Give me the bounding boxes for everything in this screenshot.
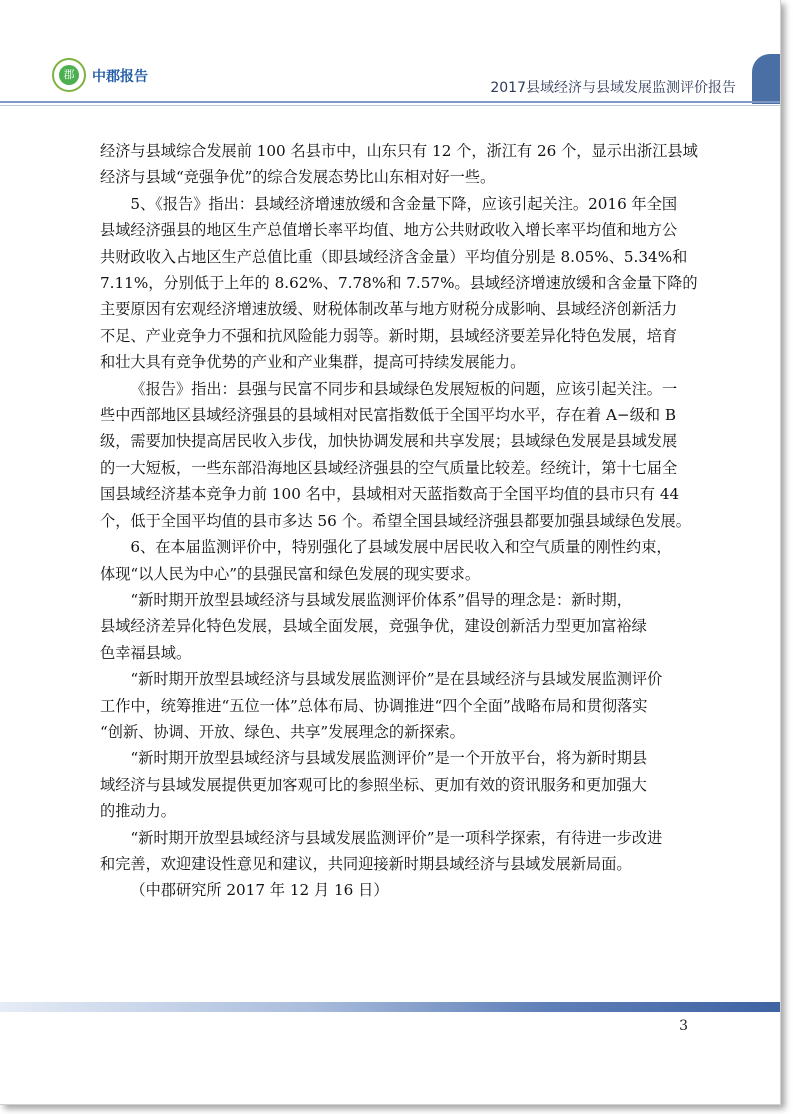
text-line: 《报告》指出：县强与民富不同步和县域绿色发展短板的问题，应该引起关注。一	[130, 379, 678, 398]
text-line: 5、《报告》指出：县域经济增速放缓和含金量下降，应该引起关注。2016 年全国	[130, 194, 678, 213]
text-line: 经济与县域“竞强争优”的综合发展态势比山东相对好一些。	[100, 168, 496, 187]
text-line: “新时期开放型县域经济与县域发展监测评价”是一个开放平台，将为新时期县	[130, 749, 648, 768]
text-line: 不足、产业竞争力不强和抗风险能力弱等。新时期，县域经济要差异化特色发展，培育	[100, 326, 678, 345]
header-divider-thin	[0, 105, 780, 106]
page-number: 3	[679, 1018, 688, 1034]
header-tab-decoration	[752, 54, 780, 104]
text-line: 些中西部地区县域经济强县的县域相对民富指数低于全国平均水平，存在着 A−级和 B	[100, 406, 677, 425]
text-line: 工作中，统筹推进“五位一体”总体布局、协调推进“四个全面”战略布局和贯彻落实	[100, 696, 648, 715]
text-line: “新时期开放型县域经济与县域发展监测评价”是一项科学探索，有待进一步改进	[130, 828, 663, 847]
text-line: “新时期开放型县域经济与县域发展监测评价体系”倡导的理念是：新时期，	[130, 590, 632, 609]
body-text	[100, 138, 700, 904]
paragraph	[100, 666, 700, 745]
text-line: 的推动力。	[100, 802, 176, 821]
text-line: “新时期开放型县域经济与县域发展监测评价”是在县域经济与县域发展监测评价	[130, 670, 663, 689]
text-line: 共财政收入占地区生产总值比重（即县域经济含金量）平均值分别是 8.05%、5.34%和	[100, 247, 688, 266]
paragraph	[100, 877, 700, 903]
text-line: 国县域经济基本竞争力前 100 名中，县域相对天蓝指数高于全国平均值的县市只有 44	[100, 485, 680, 504]
text-line: 6、在本届监测评价中，特别强化了县域发展中居民收入和空气质量的刚性约束，	[130, 538, 672, 557]
text-line: （中郡研究所 2017 年 12 月 16 日）	[130, 881, 389, 900]
text-line: 个，低于全国平均值的县市多达 56 个。希望全国县域经济强县都要加强县域绿色发展。	[100, 511, 691, 530]
logo-mark: 郡	[59, 65, 79, 85]
paragraph	[100, 534, 700, 587]
footer-bar	[0, 1002, 780, 1012]
text-line: 县域经济差异化特色发展，县域全面发展，竞强争优，建设创新活力型更加富裕绿	[100, 617, 647, 636]
paragraph	[100, 745, 700, 824]
text-line: 县域经济强县的地区生产总值增长率平均值、地方公共财政收入增长率平均值和地方公	[100, 221, 678, 240]
paragraph	[100, 825, 700, 878]
text-line: 和壮大具有竞争优势的产业和产业集群，提高可持续发展能力。	[100, 353, 526, 372]
text-line: 经济与县域综合发展前 100 名县市中，山东只有 12 个，浙江有 26 个，显示出浙江县域	[100, 142, 698, 160]
text-line: 级，需要加快提高居民收入步伐，加快协调发展和共享发展；县域绿色发展是县域发展	[100, 432, 678, 451]
header-divider	[0, 101, 780, 103]
paragraph	[100, 138, 700, 191]
logo-icon	[52, 58, 86, 92]
text-line: 色幸福县域。	[100, 643, 192, 662]
text-line: 和完善，欢迎建设性意见和建议，共同迎接新时期县域经济与县域发展新局面。	[100, 854, 632, 873]
paragraph	[100, 587, 700, 666]
text-line: “创新、协调、开放、绿色、共享”发展理念的新探索。	[100, 722, 465, 741]
report-title: 2017县域经济与县域发展监测评价报告	[490, 80, 736, 96]
brand-name: 中郡报告	[92, 69, 148, 85]
text-line: 的一大短板，一些东部沿海地区县域经济强县的空气质量比较差。经统计，第十七届全	[100, 458, 678, 477]
text-line: 主要原因有宏观经济增速放缓、财税体制改革与地方财税分成影响、县域经济创新活力	[100, 300, 678, 319]
text-line: 体现“以人民为中心”的县强民富和绿色发展的现实要求。	[100, 564, 481, 583]
text-line: 域经济与县域发展提供更加客观可比的参照坐标、更加有效的资讯服务和更加强大	[100, 775, 647, 794]
text-line: 7.11%，分别低于上年的 8.62%、7.78%和 7.57%。县域经济增速放缓和含金量下降的	[100, 274, 698, 293]
paragraph	[100, 191, 700, 376]
paragraph	[100, 376, 700, 534]
